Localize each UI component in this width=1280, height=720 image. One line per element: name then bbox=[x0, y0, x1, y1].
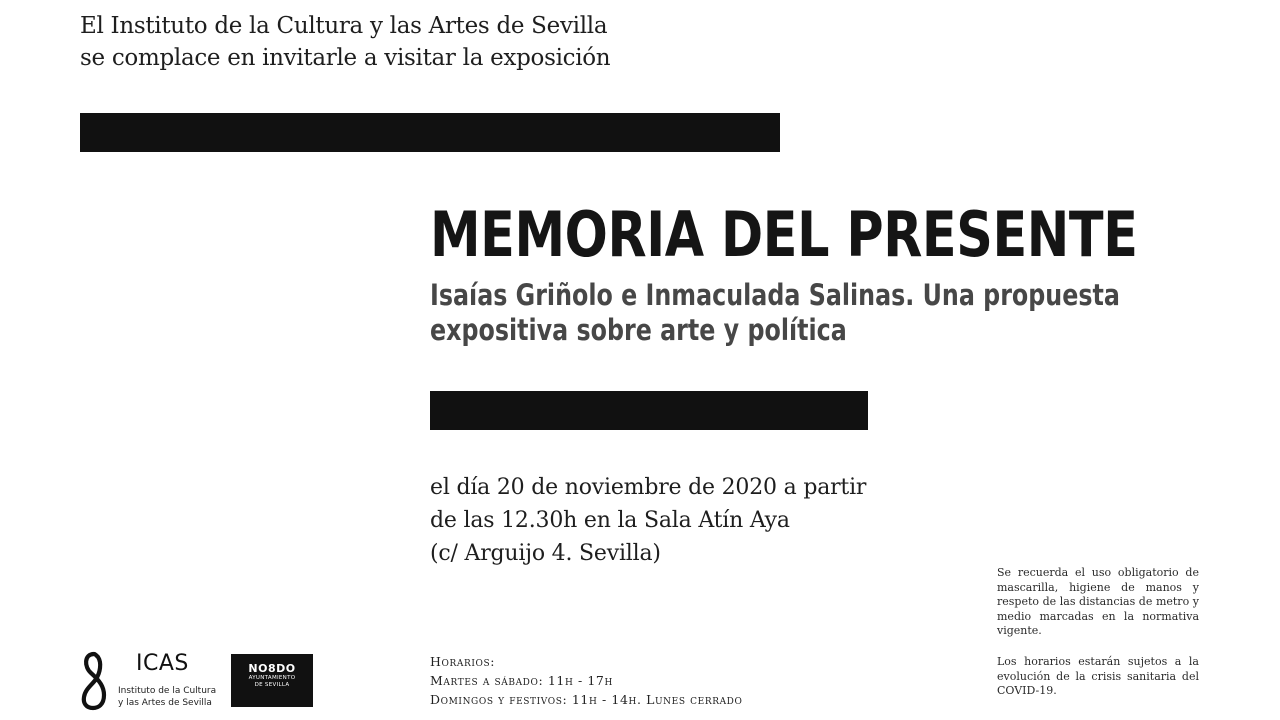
exhibition-title: MEMORIA DEL PRESENTE bbox=[430, 198, 1138, 271]
top-black-bar bbox=[80, 113, 780, 152]
hours-weekdays: Martes a sábado: 11h - 17h bbox=[430, 673, 613, 688]
ayuntamiento-logo bbox=[231, 654, 313, 707]
middle-black-bar bbox=[430, 391, 868, 430]
event-line-2: de las 12.30h en la Sala Atín Aya bbox=[430, 508, 790, 533]
hours-weekends: Domingos y festivos: 11h - 14h. Lunes cerrado bbox=[430, 692, 743, 707]
notice-paragraph-2: Los horarios estarán sujetos a la evolución de la crisis sanitaria del COVID-19. bbox=[997, 654, 1199, 698]
icas-s-mark-icon bbox=[80, 651, 108, 711]
subtitle-line-2: expositiva sobre arte y política bbox=[430, 313, 847, 347]
hours-heading: Horarios: bbox=[430, 654, 496, 669]
icas-logo bbox=[80, 651, 230, 711]
event-details bbox=[430, 471, 866, 570]
invitation-line-2: se complace en invitarle a visitar la exposición bbox=[80, 45, 611, 71]
notice-paragraph-1: Se recuerda el uso obligatorio de mascarilla, higiene de manos y respeto de las distancias de metro y medio marcadas en la normativa vigente. bbox=[997, 566, 1199, 638]
invitation-line-1: El Instituto de la Cultura y las Artes de Sevilla bbox=[80, 13, 608, 39]
invitation-text bbox=[80, 10, 610, 74]
ayuntamiento-line-2: DE SEVILLA bbox=[254, 682, 290, 688]
icas-subtitle bbox=[118, 685, 216, 709]
icas-name: ICAS bbox=[136, 651, 189, 676]
exhibition-subtitle bbox=[430, 278, 1201, 348]
icas-sub-line-2: y las Artes de Sevilla bbox=[118, 698, 212, 708]
opening-hours bbox=[430, 652, 742, 709]
no8do-icon: NO8DO bbox=[248, 662, 296, 675]
event-line-1: el día 20 de noviembre de 2020 a partir bbox=[430, 475, 867, 500]
covid-notice bbox=[997, 566, 1199, 715]
event-line-3: (c/ Arguijo 4. Sevilla) bbox=[430, 541, 661, 566]
subtitle-line-1: Isaías Griñolo e Inmaculada Salinas. Una propuesta bbox=[430, 278, 1120, 312]
ayuntamiento-line-1: AYUNTAMIENTO bbox=[248, 675, 296, 681]
icas-sub-line-1: Instituto de la Cultura bbox=[118, 686, 217, 696]
